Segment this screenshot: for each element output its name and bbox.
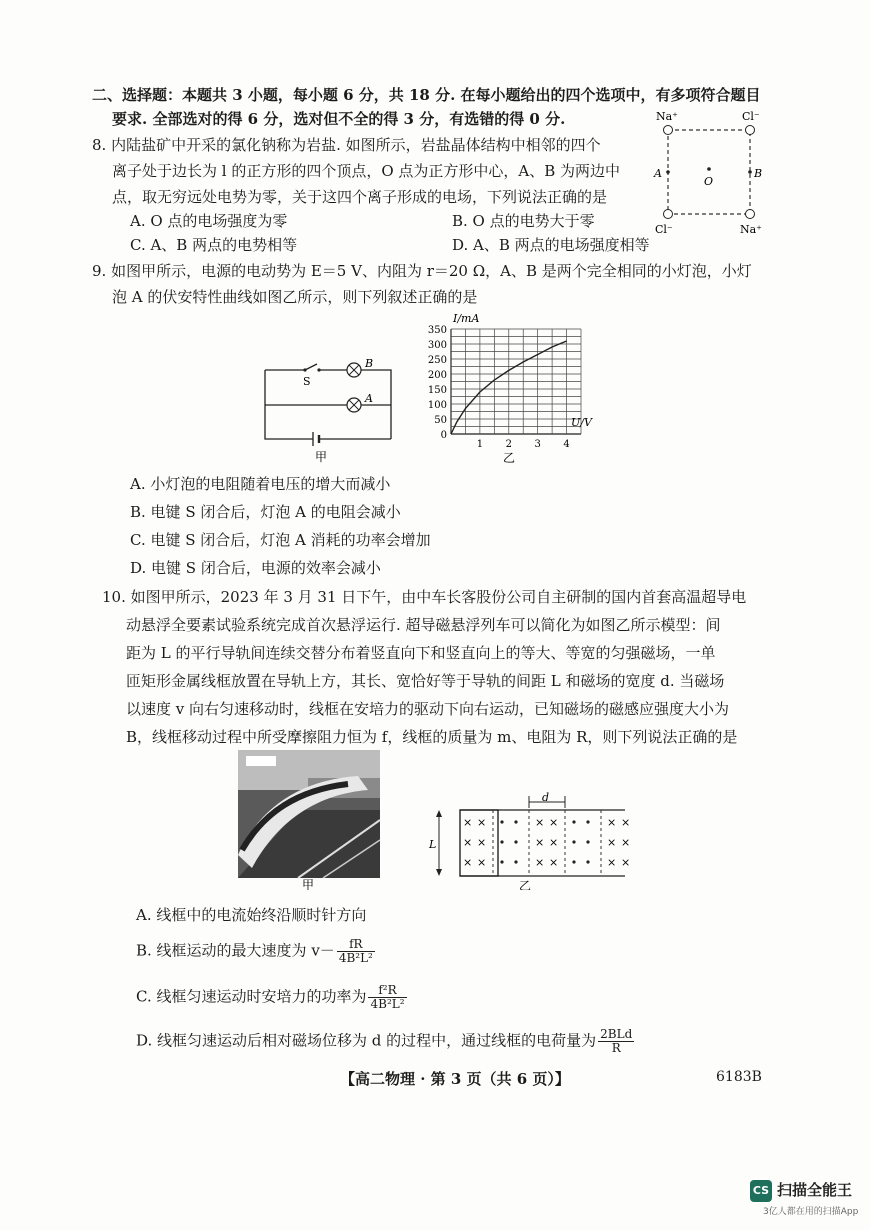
label-o: O [704, 175, 714, 188]
y-tick-label: 250 [427, 355, 447, 366]
field-into-page-mark: × [621, 836, 631, 849]
q8-option-d[interactable]: D. A、B 两点的电场强度相等 [452, 236, 650, 254]
y-tick-label: 300 [427, 340, 447, 351]
q10-option-d-fraction [598, 1028, 634, 1055]
frac-den: R [611, 1041, 621, 1055]
y-tick-label: 200 [427, 370, 447, 381]
q10-option-b[interactable] [136, 938, 377, 965]
q8-line-3: 点，取无穷远处电势为零，关于这四个离子形成的电场，下列说法正确的是 [112, 188, 608, 206]
q8-line-1: 8. 内陆盐矿中开采的氯化钠称为岩盐. 如图所示，岩盐晶体结构中相邻的四个 [92, 136, 601, 154]
camscanner-logo-icon: CS [750, 1180, 772, 1202]
y-tick-label: 350 [427, 325, 447, 336]
field-out-of-page-mark [500, 820, 503, 823]
frac-den: 4B²L² [370, 997, 405, 1011]
section-heading: 二、选择题：本题共 3 小题，每小题 6 分，共 18 分. 在每小题给出的四个选项中，有多项符合题目 [92, 86, 761, 104]
field-into-page-mark: × [607, 836, 617, 849]
field-into-page-mark: × [463, 856, 473, 869]
q9-circuit-figure [255, 355, 405, 465]
chart-caption: 乙 [503, 451, 516, 465]
chart-xlabel: U/V [571, 416, 592, 429]
x-tick-label: 4 [563, 439, 570, 450]
exam-code: 6183B [716, 1069, 762, 1085]
page-footer: 【高二物理 · 第 3 页（共 6 页）】 [340, 1070, 570, 1088]
q10-option-c[interactable] [136, 984, 409, 1011]
label-l: L [429, 838, 437, 851]
field-out-of-page-mark [572, 820, 575, 823]
frac-num: fR [337, 938, 375, 952]
q10-option-c-text: C. 线框匀速运动时安培力的功率为 [136, 987, 367, 1006]
chart-grid [451, 329, 581, 434]
q9-option-a[interactable]: A. 小灯泡的电阻随着电压的增大而减小 [130, 475, 391, 493]
y-tick-label: 0 [440, 430, 447, 441]
field-out-of-page-mark [586, 860, 589, 863]
field-into-page-mark: × [621, 816, 631, 829]
label-lamp-a: A [365, 392, 373, 405]
point-o-dot [707, 167, 711, 171]
field-out-of-page-mark [514, 860, 517, 863]
q10-magnetic-field-figure [425, 792, 635, 890]
field-out-of-page-mark [586, 840, 589, 843]
field-out-of-page-mark [500, 840, 503, 843]
point-a-dot [666, 170, 670, 174]
photo-caption: 甲 [302, 878, 315, 890]
chart-x-ticks [477, 439, 570, 450]
chart-ylabel: I/mA [453, 312, 480, 325]
switch-blade [305, 364, 317, 370]
field-out-of-page-mark [514, 840, 517, 843]
field-into-page-mark: × [535, 856, 545, 869]
q10-option-d-text: D. 线框匀速运动后相对磁场位移为 d 的过程中，通过线框的电荷量为 [136, 1031, 597, 1050]
q9-line-2: 泡 A 的伏安特性曲线如图乙所示，则下列叙述正确的是 [112, 288, 478, 306]
q9-option-b[interactable]: B. 电键 S 闭合后，灯泡 A 的电阻会减小 [130, 503, 401, 521]
q8-option-a[interactable]: A. O 点的电场强度为零 [130, 212, 288, 230]
q10-option-b-fraction [337, 938, 375, 965]
q10-line-2: 动悬浮全要素试验系统完成首次悬浮运行. 超导磁悬浮列车可以简化为如图乙所示模型：间 [126, 616, 721, 634]
label-na-top: Na⁺ [656, 110, 678, 123]
ion-bottom-right [746, 210, 755, 219]
q10-line-1: 10. 如图甲所示，2023 年 3 月 31 日下午，由中车长客股份公司自主研制的国内首套高温超导电 [102, 588, 747, 606]
field-into-page-mark: × [549, 816, 559, 829]
q10-option-c-fraction [368, 984, 406, 1011]
q10-option-a[interactable]: A. 线框中的电流始终沿顺时针方向 [136, 906, 367, 924]
label-lamp-b: B [365, 357, 374, 370]
section-instructions: 要求. 全部选对的得 6 分，选对但不全的得 3 分，有选错的得 0 分. [112, 110, 566, 128]
label-d: d [542, 792, 550, 804]
q8-ion-square-figure [650, 105, 770, 235]
field-out-of-page-mark [500, 860, 503, 863]
q9-option-c[interactable]: C. 电键 S 闭合后，灯泡 A 消耗的功率会增加 [130, 531, 431, 549]
q10-line-6: B，线框移动过程中所受摩擦阻力恒为 f，线框的质量为 m、电阻为 R，则下列说法正确的是 [126, 728, 738, 746]
point-b-dot [748, 170, 752, 174]
ion-top-left [664, 126, 673, 135]
field-out-of-page-mark [586, 820, 589, 823]
field-out-of-page-mark [514, 820, 517, 823]
field-into-page-mark: × [463, 836, 473, 849]
label-switch-s: S [303, 375, 311, 388]
frac-num: f²R [368, 984, 406, 998]
square-outline [668, 130, 750, 214]
q10-option-b-text: B. 线框运动的最大速度为 v－ [136, 941, 335, 960]
chart-y-ticks [428, 325, 447, 441]
q8-option-b[interactable]: B. O 点的电势大于零 [452, 212, 595, 230]
field-into-page-mark: × [463, 816, 473, 829]
x-tick-label: 1 [476, 439, 484, 450]
ion-top-right [746, 126, 755, 135]
field-out-of-page-mark [572, 860, 575, 863]
watermark-title: 扫描全能王 [777, 1181, 853, 1199]
field-out-of-page-mark [572, 840, 575, 843]
frac-num: 2BLd [600, 1027, 633, 1041]
field-into-page-mark: × [549, 836, 559, 849]
q9-iu-chart [415, 310, 610, 468]
q9-line-1: 9. 如图甲所示，电源的电动势为 E＝5 V、内阻为 r＝20 Ω，A、B 是两个完全相同的小灯泡，小灯 [92, 262, 752, 280]
label-b: B [754, 167, 763, 180]
field-caption: 乙 [519, 879, 532, 890]
q10-option-d[interactable] [136, 1028, 636, 1055]
q9-option-d[interactable]: D. 电键 S 闭合后，电源的效率会减小 [130, 559, 381, 577]
frac-den: 4B²L² [338, 951, 373, 965]
field-into-page-mark: × [607, 816, 617, 829]
x-tick-label: 2 [505, 439, 512, 450]
field-into-page-mark: × [549, 856, 559, 869]
field-into-page-mark: × [621, 856, 631, 869]
q10-train-photo [238, 750, 384, 890]
circuit-caption: 甲 [315, 450, 328, 464]
q8-line-2: 离子处于边长为 l 的正方形的四个顶点，O 点为正方形中心，A、B 为两边中 [112, 162, 621, 180]
label-cl-top: Cl⁻ [742, 110, 760, 123]
field-into-page-mark: × [477, 816, 487, 829]
watermark-subtitle: 3亿人都在用的扫描App [763, 1207, 859, 1217]
y-tick-label: 150 [427, 385, 447, 396]
label-a: A [654, 167, 662, 180]
field-into-page-mark: × [477, 836, 487, 849]
field-into-page-mark: × [535, 836, 545, 849]
y-tick-label: 100 [427, 400, 447, 411]
q10-line-5: 以速度 v 向右匀速移动时，线框在安培力的驱动下向右运动，已知磁场的磁感应强度大小为 [126, 700, 730, 718]
q8-option-c[interactable]: C. A、B 两点的电势相等 [130, 236, 298, 254]
q10-line-3: 距为 L 的平行导轨间连续交替分布着竖直向下和竖直向上的等大、等宽的匀强磁场，一单 [126, 644, 716, 662]
q10-line-4: 匝矩形金属线框放置在导轨上方，其长、宽恰好等于导轨的间距 L 和磁场的宽度 d. 当磁场 [126, 672, 725, 690]
field-into-page-mark: × [477, 856, 487, 869]
field-into-page-mark: × [535, 816, 545, 829]
field-into-page-mark: × [607, 856, 617, 869]
label-na-bottom: Na⁺ [740, 223, 762, 235]
ion-bottom-left [664, 210, 673, 219]
y-tick-label: 50 [434, 415, 447, 426]
label-cl-bottom: Cl⁻ [655, 223, 673, 235]
x-tick-label: 3 [534, 439, 541, 450]
